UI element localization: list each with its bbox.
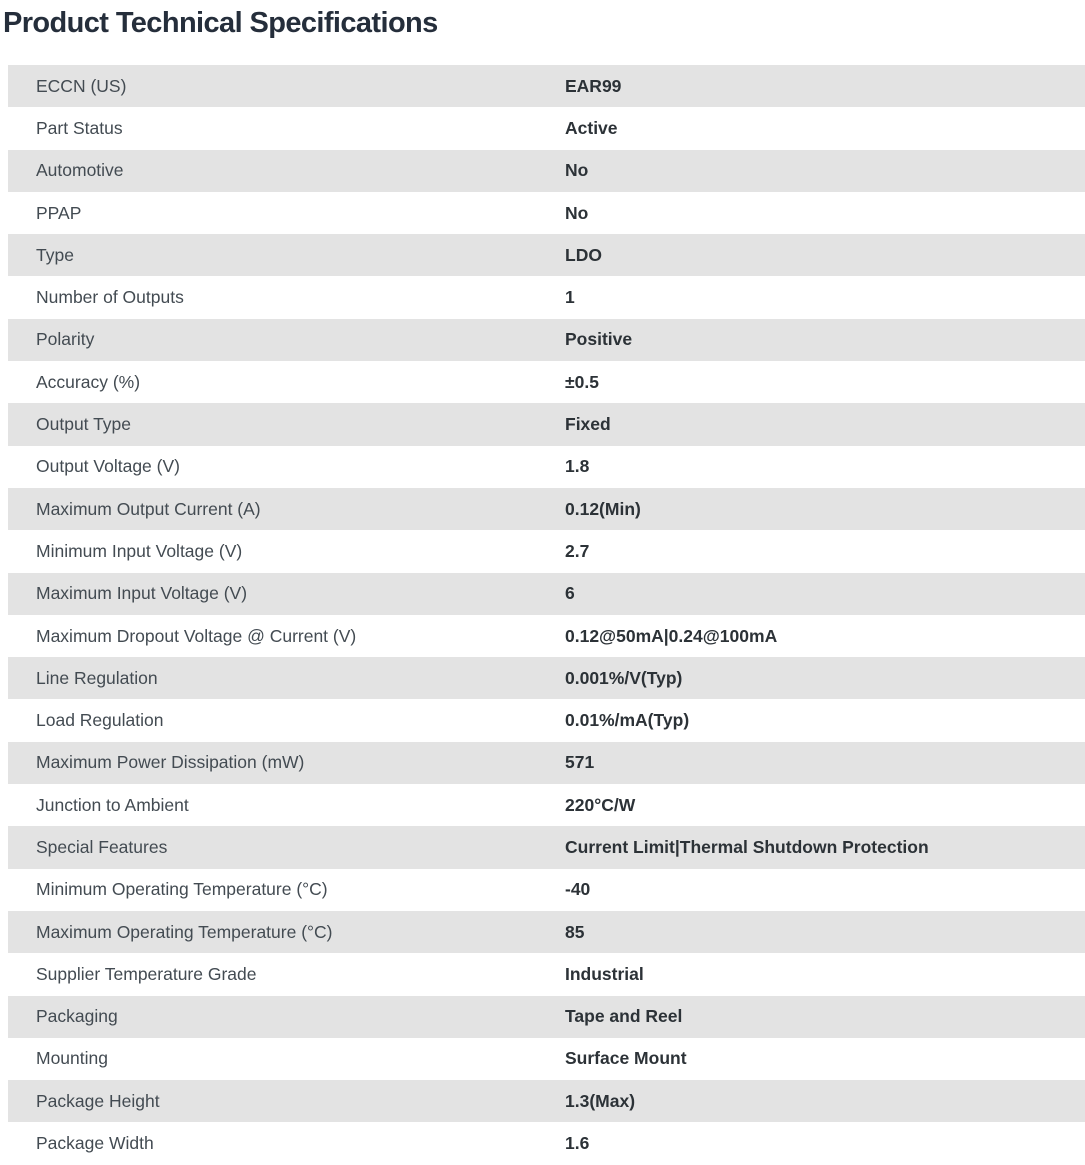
spec-label: Automotive <box>36 160 124 181</box>
spec-row <box>8 446 1085 488</box>
spec-row <box>8 1038 1085 1080</box>
spec-label: Part Status <box>36 117 123 138</box>
spec-value: 1 <box>565 287 575 308</box>
spec-label: Package Height <box>36 1090 160 1111</box>
spec-label: Maximum Output Current (A) <box>36 498 261 519</box>
spec-value: 1.3(Max) <box>565 1090 636 1111</box>
spec-label: Polarity <box>36 329 95 350</box>
spec-row <box>8 150 1085 192</box>
spec-row <box>8 319 1085 361</box>
spec-label: Package Width <box>36 1133 154 1154</box>
spec-row <box>8 657 1085 699</box>
spec-label: Output Voltage (V) <box>36 456 180 477</box>
spec-value: 571 <box>565 752 595 773</box>
spec-value: Active <box>565 117 618 138</box>
spec-label: Minimum Input Voltage (V) <box>36 540 243 561</box>
spec-value: 1.8 <box>565 456 590 477</box>
spec-value: EAR99 <box>565 75 622 96</box>
spec-label: Supplier Temperature Grade <box>36 963 257 984</box>
spec-value: 2.7 <box>565 540 590 561</box>
spec-value: 0.01%/mA(Typ) <box>565 710 690 731</box>
spec-label: Output Type <box>36 414 132 435</box>
spec-label: Line Regulation <box>36 667 158 688</box>
spec-label: Minimum Operating Temperature (°C) <box>36 879 328 900</box>
spec-row <box>8 65 1085 107</box>
spec-label: Special Features <box>36 836 168 857</box>
spec-value: Positive <box>565 329 633 350</box>
spec-row <box>8 953 1085 995</box>
spec-label: Accuracy (%) <box>36 371 141 392</box>
spec-value: Industrial <box>565 963 644 984</box>
page-title: Product Technical Specifications <box>3 7 438 39</box>
spec-value: 0.001%/V(Typ) <box>565 667 683 688</box>
spec-row <box>8 699 1085 741</box>
spec-row <box>8 826 1085 868</box>
spec-label: ECCN (US) <box>36 75 127 96</box>
spec-label: Load Regulation <box>36 710 164 731</box>
spec-value: Current Limit|Thermal Shutdown Protection <box>565 836 929 857</box>
spec-row <box>8 403 1085 445</box>
spec-row <box>8 1080 1085 1122</box>
spec-label: Mounting <box>36 1048 108 1069</box>
spec-label: Type <box>36 244 74 265</box>
spec-row <box>8 107 1085 149</box>
spec-value: -40 <box>565 879 591 900</box>
spec-label: PPAP <box>36 202 82 223</box>
spec-label: Maximum Operating Temperature (°C) <box>36 921 333 942</box>
spec-value: 85 <box>565 921 585 942</box>
spec-value: No <box>565 202 589 223</box>
spec-value: 0.12@50mA|0.24@100mA <box>565 625 778 646</box>
spec-value: 1.6 <box>565 1133 590 1154</box>
spec-row <box>8 488 1085 530</box>
spec-label: Junction to Ambient <box>36 794 189 815</box>
spec-row <box>8 192 1085 234</box>
spec-row <box>8 1122 1085 1164</box>
spec-label: Maximum Dropout Voltage @ Current (V) <box>36 625 357 646</box>
spec-value: Surface Mount <box>565 1048 687 1069</box>
spec-row <box>8 234 1085 276</box>
spec-value: 0.12(Min) <box>565 498 641 519</box>
spec-row <box>8 996 1085 1038</box>
spec-value: No <box>565 160 589 181</box>
spec-row <box>8 573 1085 615</box>
spec-label: Maximum Input Voltage (V) <box>36 583 248 604</box>
spec-row <box>8 361 1085 403</box>
spec-value: Fixed <box>565 414 611 435</box>
spec-row <box>8 784 1085 826</box>
spec-row <box>8 615 1085 657</box>
spec-value: ±0.5 <box>565 371 599 392</box>
spec-value: 220°C/W <box>565 794 636 815</box>
spec-row <box>8 276 1085 318</box>
spec-label: Packaging <box>36 1006 118 1027</box>
spec-row <box>8 742 1085 784</box>
spec-table <box>8 65 1085 1165</box>
spec-row <box>8 530 1085 572</box>
spec-value: 6 <box>565 583 575 604</box>
spec-row <box>8 911 1085 953</box>
spec-row <box>8 869 1085 911</box>
spec-label: Maximum Power Dissipation (mW) <box>36 752 305 773</box>
spec-label: Number of Outputs <box>36 287 184 308</box>
spec-value: Tape and Reel <box>565 1006 683 1027</box>
spec-value: LDO <box>565 244 602 265</box>
